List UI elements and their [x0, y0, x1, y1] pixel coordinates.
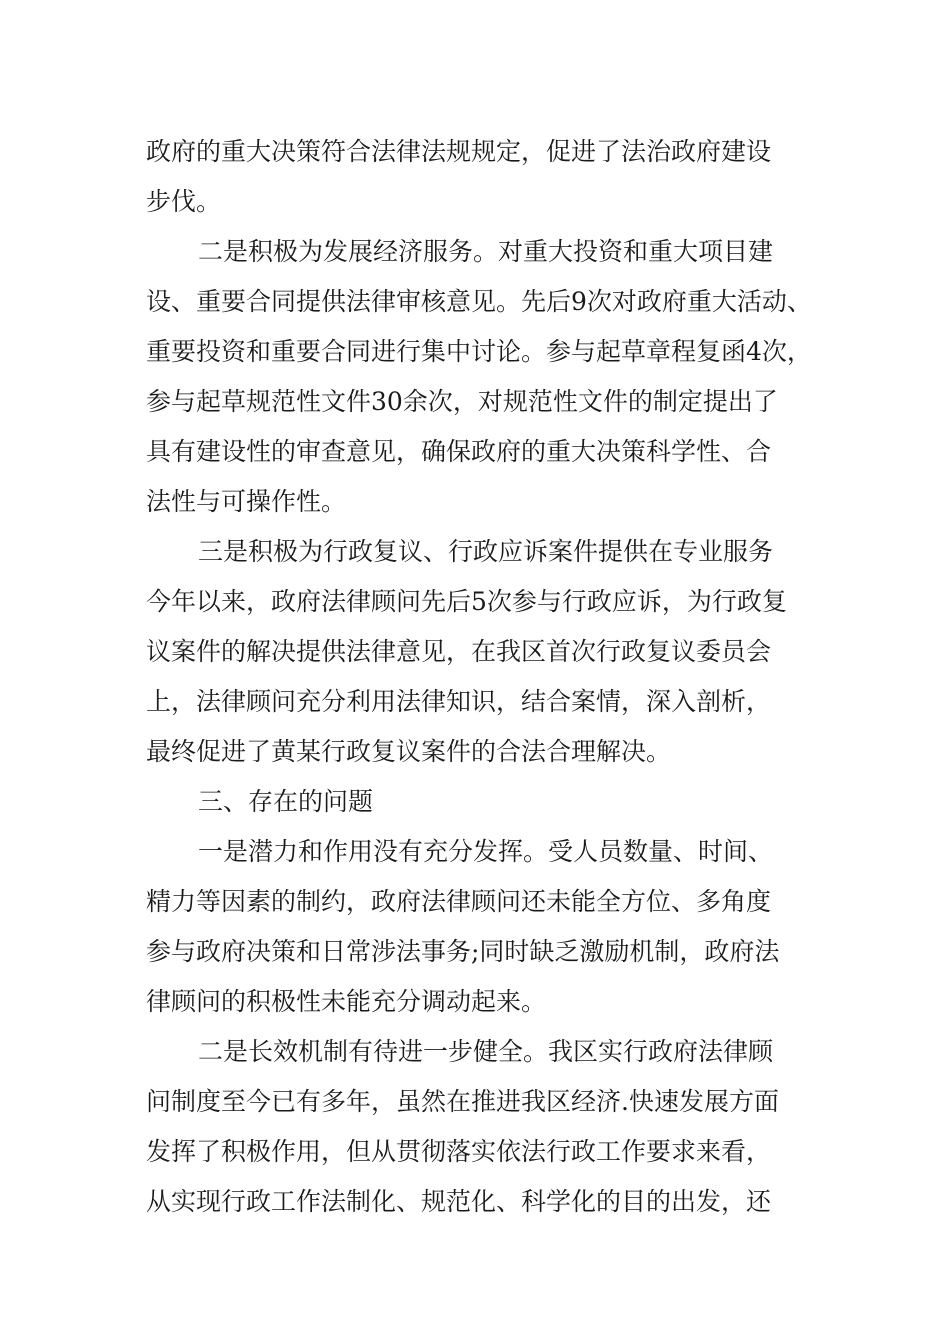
line-text: 设、重要合同提供法律审核意见。先后9次对政府重大活动、 [146, 287, 812, 316]
line-text: 一是潜力和作用没有充分发挥。受人员数量、时间、 [198, 837, 774, 866]
line-text: 具有建设性的审查意见，确保政府的重大决策科学性、合 [146, 437, 772, 466]
text-line [0, 532, 950, 572]
line-text: 今年以来，政府法律顾问先后5次参与行政应诉，为行政复 [146, 587, 787, 616]
text-line [0, 432, 950, 472]
line-text: 二是积极为发展经济服务。对重大投资和重大项目建 [198, 237, 774, 266]
line-text: 三是积极为行政复议、行政应诉案件提供在专业服务 [198, 537, 774, 566]
text-line [0, 982, 950, 1022]
text-line [0, 1082, 950, 1122]
text-line [0, 582, 950, 622]
line-text: 参与起草规范性文件30余次，对规范性文件的制定提出了 [146, 387, 778, 416]
text-line [0, 282, 950, 322]
text-line [0, 232, 950, 272]
line-text: 议案件的解决提供法律意见，在我区首次行政复议委员会 [146, 637, 772, 666]
text-line [0, 732, 950, 772]
text-line [0, 1182, 950, 1222]
text-line [0, 182, 950, 222]
line-text: 从实现行政工作法制化、规范化、科学化的目的出发，还 [146, 1187, 772, 1216]
text-line [0, 482, 950, 522]
text-line [0, 382, 950, 422]
line-text: 参与政府决策和日常涉法事务;同时缺乏激励机制，政府法 [146, 937, 780, 966]
line-text: 法性与可操作性。 [146, 487, 347, 516]
line-text: 步伐。 [146, 187, 222, 216]
line-text: 重要投资和重要合同进行集中讨论。参与起草章程复函4次， [146, 337, 812, 366]
line-text: 政府的重大决策符合法律法规规定，促进了法治政府建设 [146, 137, 772, 166]
section-heading [0, 782, 950, 822]
text-line [0, 1032, 950, 1072]
text-line [0, 932, 950, 972]
text-line [0, 832, 950, 872]
line-text: 问制度至今已有多年，虽然在推进我区经济.快速发展方面 [146, 1087, 779, 1116]
text-line [0, 132, 950, 172]
text-line [0, 882, 950, 922]
line-text: 最终促进了黄某行政复议案件的合法合理解决。 [146, 737, 672, 766]
line-text: 精力等因素的制约，政府法律顾问还未能全方位、多角度 [146, 887, 772, 916]
text-line [0, 1132, 950, 1172]
text-line [0, 332, 950, 372]
line-text: 律顾问的积极性未能充分调动起来。 [146, 987, 547, 1016]
text-line [0, 682, 950, 722]
line-text: 上，法律顾问充分利用法律知识，结合案情，深入剖析， [146, 687, 772, 716]
text-line [0, 632, 950, 672]
line-text: 二是长效机制有待进一步健全。我区实行政府法律顾 [198, 1037, 774, 1066]
line-text: 发挥了积极作用，但从贯彻落实依法行政工作要求来看， [146, 1137, 772, 1166]
section-heading-text: 三、存在的问题 [198, 787, 374, 816]
